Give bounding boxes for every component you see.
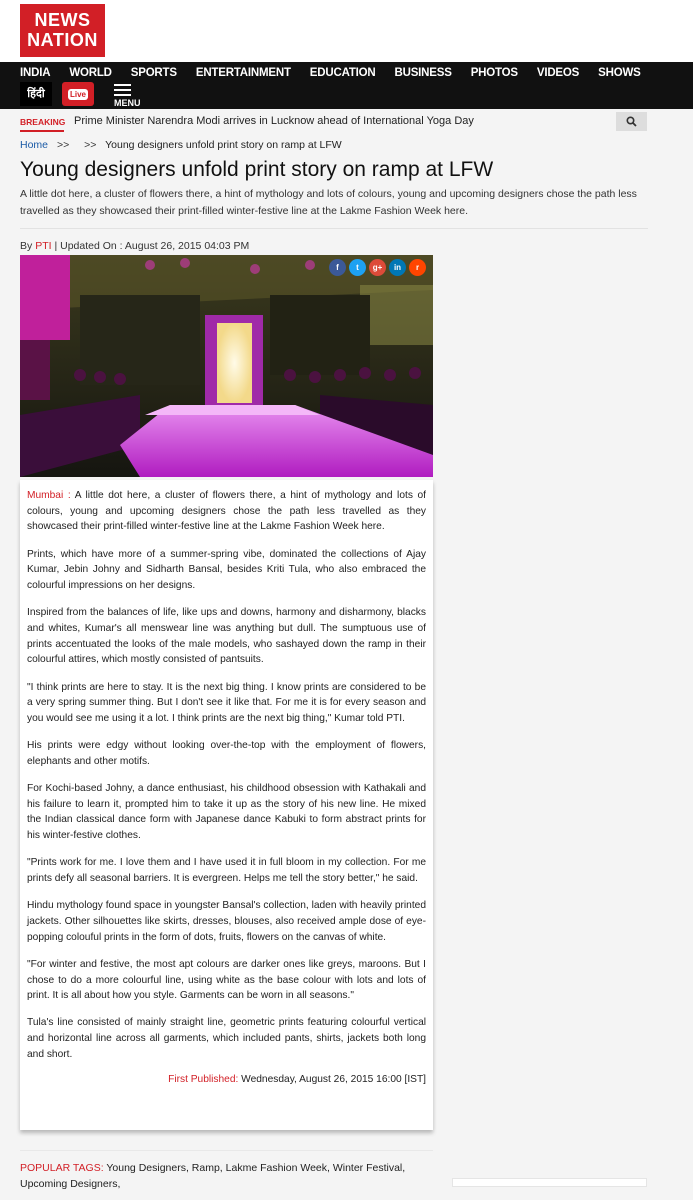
breadcrumb-home[interactable]: Home — [20, 139, 49, 151]
article-paragraph: His prints were edgy without looking over-the-top with the employment of flowers, elephants and other motifs. — [27, 740, 426, 767]
article-paragraph: "Prints work for me. I love them and I have used it in full bloom in my collection. For me prints defy all seasonal barriers. It is evergreen. Helps me tell the story better," he said. — [27, 857, 426, 885]
article-paragraph: Hindu mythology found space in youngster Bansal's collection, laden with heavily printed jackets. Other silhouettes like skirts, dresses, blouses, also received ample dose of eye-popping colouful prints in the form of dots, fruits, flowers on the canvas of white. — [27, 900, 426, 943]
nav-item-shows[interactable]: SHOWS — [598, 67, 641, 79]
article-paragraph: For Kochi-based Johny, a dance enthusiast, his childhood obsession with Kathakali and his failure to learn it, prompted him to take it up as the story of his new line. He mixed the Indian classical dance form with Japanese dance Kabuki to form abstract prints for his winter-festive clothes. — [27, 783, 426, 842]
main-nav — [0, 62, 693, 109]
first-published-label: First Published: — [168, 1074, 239, 1086]
nav-item-photos[interactable]: PHOTOS — [470, 67, 518, 79]
popular-tags — [20, 1160, 440, 1192]
reddit-icon[interactable]: r — [409, 259, 426, 276]
search-icon — [626, 116, 637, 127]
breadcrumb-separator: >> — [56, 139, 70, 151]
updated-date: August 26, 2015 04:03 PM — [124, 240, 250, 252]
twitter-icon[interactable]: t — [349, 259, 366, 276]
article-byline — [20, 240, 249, 252]
news-nation-logo[interactable] — [20, 4, 105, 57]
logo-line-2: NATION — [27, 30, 98, 50]
search-button[interactable] — [616, 112, 647, 131]
divider — [20, 1150, 433, 1151]
nav-item-business[interactable]: BUSINESS — [394, 67, 452, 79]
linkedin-icon[interactable]: in — [389, 259, 406, 276]
popular-tags-list[interactable]: Young Designers, Ramp, Lakme Fashion Week, Winter Festival, Upcoming Designers, — [20, 1162, 406, 1190]
author-link[interactable]: PTI — [35, 240, 52, 252]
nav-item-sports[interactable]: SPORTS — [130, 67, 177, 79]
article-paragraph: "For winter and festive, the most apt colours are darker ones like greys, maroons. But I chose to do a more colourful line, using white as the base colour with lots and lots of print. It is all about how you style. Garments can be worn in all seasons." — [27, 958, 426, 1002]
menu-label: MENU — [114, 98, 141, 108]
hamburger-icon-bar-1 — [114, 84, 131, 86]
nav-item-entertainment[interactable]: ENTERTAINMENT — [195, 67, 291, 79]
byline-separator: | — [54, 240, 61, 252]
first-published-date: Wednesday, August 26, 2015 16:00 [IST] — [241, 1074, 426, 1086]
menu-button[interactable] — [114, 82, 144, 108]
sidebar-widget — [452, 1178, 647, 1187]
breadcrumb-current: Young designers unfold print story on ramp at LFW — [105, 139, 342, 151]
breaking-headline-link[interactable]: Prime Minister Narendra Modi arrives in Lucknow ahead of International Yoga Day — [74, 115, 474, 127]
hamburger-icon-bar-3 — [114, 94, 131, 96]
logo-line-1: NEWS — [34, 10, 91, 30]
article-paragraph: Tula's line consisted of mainly straight line, geometric prints featuring colourful vertical and horizontal line across all garments, which included pants, shirts, jackets both long and short. — [27, 1017, 426, 1060]
nav-items — [0, 62, 693, 82]
breadcrumb — [20, 139, 342, 151]
facebook-icon[interactable]: f — [329, 259, 346, 276]
updated-label: Updated On : — [60, 240, 123, 252]
hindi-language-button[interactable]: हिंदी — [20, 82, 52, 106]
dateline: Mumbai : — [27, 490, 71, 501]
runway-photo — [20, 255, 433, 477]
google-plus-icon[interactable]: g+ — [369, 259, 386, 276]
by-label: By — [20, 240, 33, 252]
article-paragraph: Prints, which have more of a summer-spring vibe, dominated the collections of Ajay Kumar, Jebin Johny and Sidharth Bansal, besides Kriti Tula, who also embraced the colourful impressions on her designs. — [27, 548, 426, 592]
breaking-badge: BREAKING — [20, 112, 64, 132]
nav-item-india[interactable]: INDIA — [20, 67, 51, 79]
article-summary: A little dot here, a cluster of flowers there, a hint of mythology and lots of colours, young and upcoming designers chose the path less travelled as they showcased their print-filled winter-festive line at the Lakme Fashion Week here. — [20, 188, 637, 217]
article-hero-image — [20, 255, 433, 477]
article-paragraph: Inspired from the balances of life, like ups and downs, harmony and disharmony, blacks and whites, Kumar's all menswear line was anything but dull. The sumptuous use of prints accentuated the looks of the male models, who sashayed down the ramp in their colourful attires, which mostly consisted of pantsuits. — [27, 607, 426, 666]
nav-icons — [20, 82, 144, 108]
nav-item-videos[interactable]: VIDEOS — [536, 67, 580, 79]
divider — [20, 228, 648, 229]
article-lead-paragraph — [27, 488, 426, 535]
article-headline: Young designers unfold print story on ramp at LFW — [20, 158, 494, 181]
popular-tags-label: POPULAR TAGS: — [20, 1162, 104, 1174]
lead-text: A little dot here, a cluster of flowers there, a hint of mythology and lots of colours, young and upcoming designers chose the path less travelled as they showcased their print-filled winter-festive line at the Lakme Fashion Week here. — [27, 490, 426, 533]
first-published — [27, 1074, 426, 1085]
article-body — [20, 480, 433, 1130]
live-tv-icon: Live — [69, 89, 86, 99]
site-header — [0, 0, 693, 62]
share-buttons — [329, 259, 426, 276]
live-tv-button[interactable] — [62, 82, 94, 106]
breadcrumb-separator: >> — [84, 139, 97, 151]
hamburger-icon-bar-2 — [114, 89, 131, 91]
article-paragraph: "I think prints are here to stay. It is the next big thing. I know prints are considered to be a very spring summer thing. But I don't see it like that. For me it is for every season and you would see me using it a lot. I think prints are the next big thing," Kumar told PTI. — [27, 681, 426, 724]
breaking-news-bar — [20, 112, 647, 132]
nav-item-world[interactable]: WORLD — [69, 67, 112, 79]
nav-item-education[interactable]: EDUCATION — [309, 67, 376, 79]
